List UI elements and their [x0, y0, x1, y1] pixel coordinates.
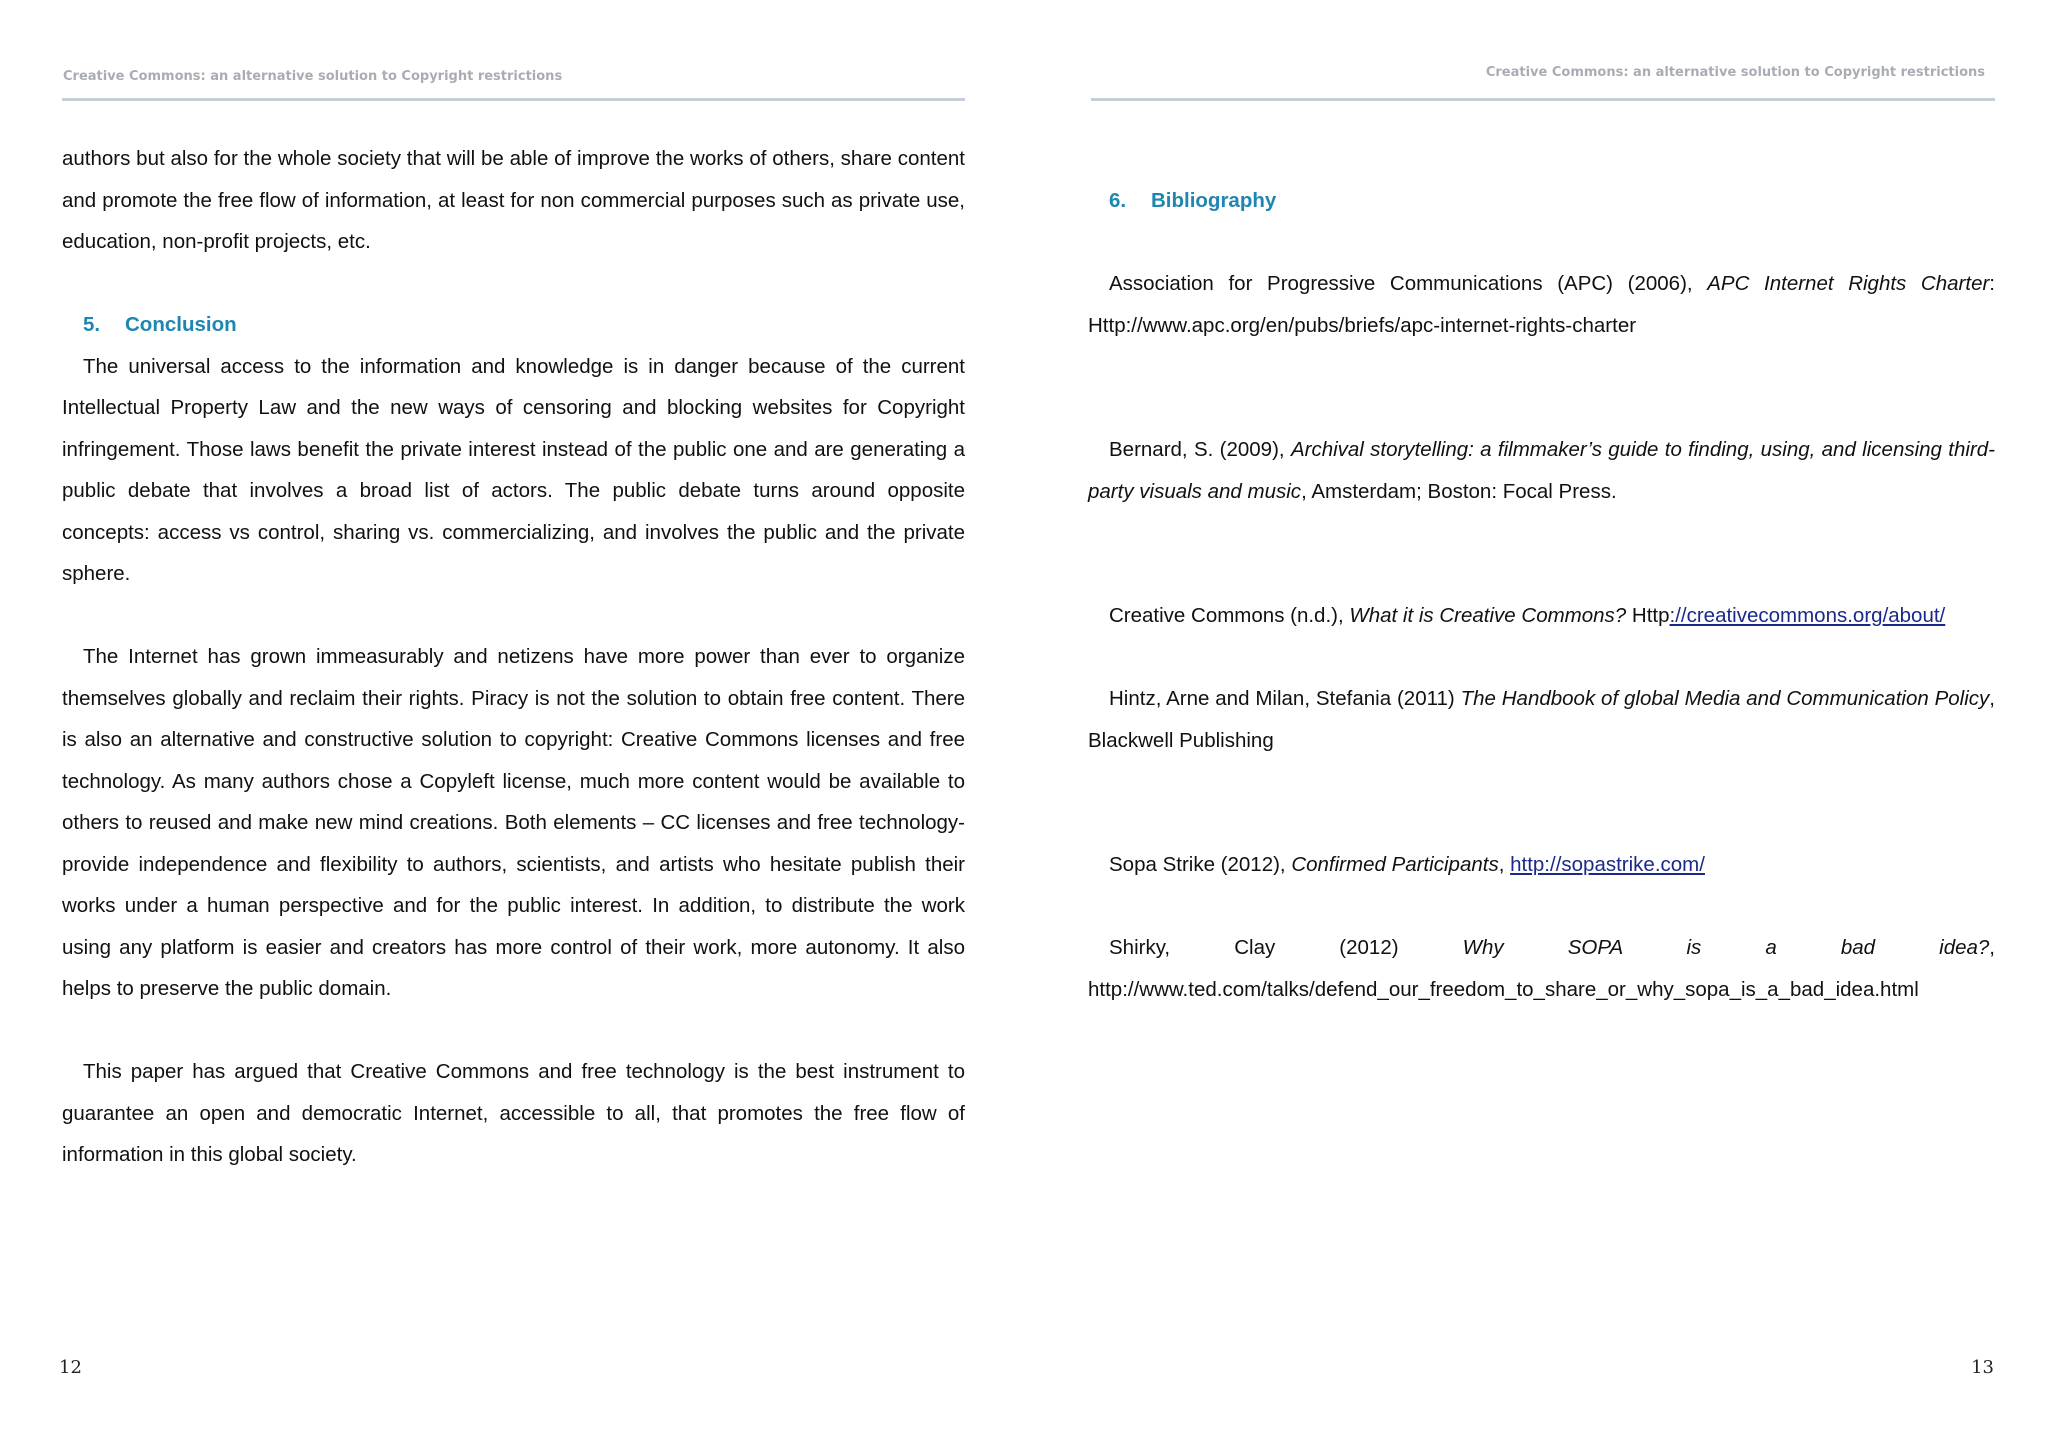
running-header: Creative Commons: an alternative solution to Copyright restrictions [1485, 65, 1985, 80]
spacer [1088, 222, 1995, 264]
spacer [1088, 554, 1995, 596]
left-body [62, 138, 965, 1176]
reference-authors: Hintz, Arne and Milan, Stefania (2011) [1109, 687, 1461, 710]
spacer [62, 595, 965, 637]
section-heading-bibliography [1088, 180, 1995, 222]
conclusion-paragraph-1: The universal access to the information and knowledge is in danger because of the current Intellectual Property Law and the new ways of censoring and blocking websites for Copyright infringement. Those laws benefit the private interest instead of the public one and are generating a public debate that involves a broad list of actors. The public debate turns around opposite concepts: access vs control, sharing vs. commercializing, and involves the public and the private sphere. [62, 354, 965, 585]
reference-authors: Shirky, Clay (2012) [1109, 936, 1463, 959]
reference-authors: Creative Commons (n.d.), [1109, 604, 1350, 627]
reference-link[interactable]: http://sopastrike.com/ [1510, 853, 1705, 876]
section-number: 5. [83, 313, 101, 336]
spacer [1088, 803, 1995, 845]
reference-bernard [1088, 429, 1995, 512]
reference-link[interactable]: ://creativecommons.org/about/ [1669, 604, 1946, 627]
reference-link-prefix: Http [1626, 604, 1670, 627]
reference-title: The Handbook of global Media and Communication Policy [1460, 687, 1990, 710]
reference-authors: Sopa Strike (2012), [1109, 853, 1292, 876]
section-heading-conclusion [62, 304, 965, 346]
spacer [1088, 886, 1995, 928]
reference-details: : Http://www.apc.org/en/pubs/briefs/apc-internet-rights-charter [1088, 272, 1995, 337]
reference-details: , http://www.ted.com/talks/defend_our_freedom_to_share_or_why_sopa_is_a_bad_idea.html [1088, 936, 1995, 1001]
spacer [1088, 761, 1995, 803]
spacer [1088, 346, 1995, 388]
section-title: Conclusion [125, 313, 237, 336]
section-number: 6. [1109, 189, 1127, 212]
reference-apc [1088, 263, 1995, 346]
reference-shirky [1088, 927, 1995, 1010]
page-number: 12 [59, 1357, 82, 1378]
reference-hintz [1088, 678, 1995, 761]
reference-title: APC Internet Rights Charter [1707, 272, 1990, 295]
spacer [62, 263, 965, 305]
page-number: 13 [1971, 1357, 1994, 1378]
conclusion-paragraph-2: The Internet has grown immeasurably and netizens have more power than ever to organize themselves globally and reclaim their rights. Piracy is not the solution to obtain free content. There is also an alternative and constructive solution to copyright: Creative Commons licenses and free technology. As many authors chose a Copyleft license, much more content would be available to others to reused and make new mind creations. Both elements – CC licenses and free technology- provide independence and flexibility to authors, scientists, and artists who hesitate publish their works under a human perspective and for the public interest. In addition, to distribute the work using any platform is easier and creators has more control of their work, more autonomy. It also helps to preserve the public domain. [62, 645, 965, 1000]
spacer [1088, 637, 1995, 679]
spacer [1088, 512, 1995, 554]
spacer [62, 1010, 965, 1052]
header-rule [1091, 98, 1995, 101]
right-page [1024, 0, 2048, 1448]
reference-link-prefix: , [1498, 853, 1511, 876]
spacer [1088, 388, 1995, 430]
reference-authors: Bernard, S. (2009), [1109, 438, 1291, 461]
intro-paragraph: authors but also for the whole society that will be able of improve the works of others, share content and promote the free flow of information, at least for non commercial purposes such as private use, education, non-profit projects, etc. [62, 147, 965, 253]
reference-sopa-strike [1088, 844, 1995, 886]
reference-details: , Blackwell Publishing [1088, 687, 1995, 752]
conclusion-paragraph-3: This paper has argued that Creative Commons and free technology is the best instrument to guarantee an open and democratic Internet, accessible to all, that promotes the free flow of information in this global society. [62, 1060, 965, 1166]
reference-title: Why SOPA is a bad idea? [1462, 936, 1990, 959]
reference-title: What it is Creative Commons? [1349, 604, 1627, 627]
reference-title: Confirmed Participants [1291, 853, 1499, 876]
header-rule [62, 98, 965, 101]
reference-title: Archival storytelling: a filmmaker’s guide to finding, using, and licensing third-party visuals and music [1088, 438, 1995, 503]
reference-authors: Association for Progressive Communications (APC) (2006), [1109, 272, 1708, 295]
reference-creative-commons [1088, 595, 1995, 637]
running-header: Creative Commons: an alternative solution to Copyright restrictions [63, 69, 563, 84]
right-body [1088, 180, 1995, 1010]
section-title: Bibliography [1151, 189, 1277, 212]
reference-details: , Amsterdam; Boston: Focal Press. [1301, 479, 1617, 503]
